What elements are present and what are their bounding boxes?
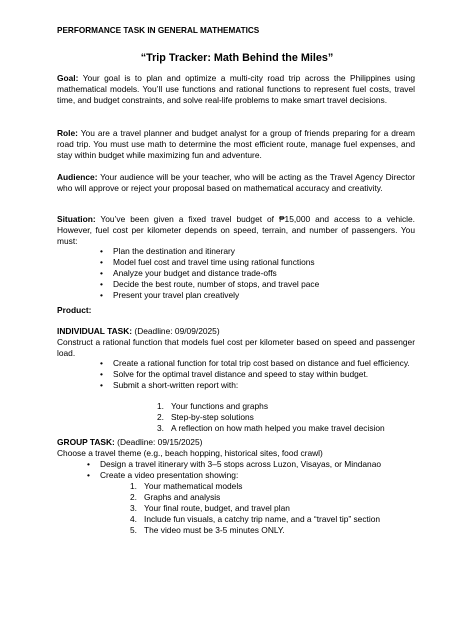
role-label: Role: <box>57 128 78 138</box>
group-task-heading <box>57 437 202 448</box>
goal-paragraph <box>57 73 415 106</box>
role-text: You are a travel planner and budget analyst for a group of friends preparing for a dream road trip. You must use math to determine the most efficient route, manage fuel expenses, and stay within budget while maximizing fun and adventure. <box>57 128 415 160</box>
list-item: • Solve for the optimal travel distance and speed to stay within budget. <box>100 368 369 379</box>
list-item: 3. A reflection on how math helped you make travel decision <box>157 422 385 433</box>
audience-text: Your audience will be your teacher, who will be acting as the Travel Agency Director who will approve or reject your proposal based on mathematical accuracy and creativity. <box>57 172 415 193</box>
list-item: • Submit a short-written report with: <box>100 379 239 390</box>
individual-intro: Construct a rational function that models fuel cost per kilometer based on speed and passenger load. <box>57 337 415 358</box>
list-item: • Create a rational function for total trip cost based on distance and fuel efficiency. <box>100 358 410 368</box>
document-header: PERFORMANCE TASK IN GENERAL MATHEMATICS <box>57 26 260 35</box>
bullet-icon: • <box>100 246 103 256</box>
list-item: 2. Graphs and analysis <box>130 491 221 502</box>
list-item: • Plan the destination and itinerary <box>100 246 235 256</box>
list-item: 2. Step-by-step solutions <box>157 411 254 422</box>
individual-task-heading <box>57 326 220 337</box>
list-item: 3. Your final route, budget, and travel plan <box>130 502 290 513</box>
audience-label: Audience: <box>57 172 98 182</box>
bullet-icon: • <box>100 256 103 267</box>
group-list <box>87 459 420 481</box>
list-item: • Create a video presentation showing: <box>87 469 239 480</box>
bullet-icon: • <box>100 358 103 368</box>
list-item: • Analyze your budget and distance trade-offs <box>100 267 277 278</box>
audience-paragraph <box>57 172 415 194</box>
group-intro: Choose a travel theme (e.g., beach hopping, historical sites, food crawl) <box>57 448 323 458</box>
list-item: • Model fuel cost and travel time using rational functions <box>100 256 315 267</box>
report-list <box>157 401 421 434</box>
list-item: 4. Include fun visuals, a catchy trip name, and a “travel tip” section <box>130 513 381 524</box>
list-item: • Present your travel plan creatively <box>100 289 240 300</box>
bullet-icon: • <box>87 469 90 480</box>
video-list <box>130 481 424 536</box>
situation-text: You’ve been given a fixed travel budget of ₱15,000 and access to a vehicle. However, fuel cost per kilometer depends on speed, terrain, and number of passengers. You must: <box>57 214 415 246</box>
bullet-icon: • <box>100 368 103 379</box>
list-item: • Decide the best route, number of stops, and travel pace <box>100 278 320 289</box>
situation-label: Situation: <box>57 214 96 224</box>
situation-list <box>100 246 413 301</box>
goal-text: Your goal is to plan and optimize a multi-city road trip across the Philippines using mathematical models. You’ll use functions and rational functions to represent fuel costs, travel time, and budget constraints, and solve real-life problems to make smart travel decisions. <box>57 73 415 105</box>
bullet-icon: • <box>100 379 103 390</box>
list-item: • Design a travel itinerary with 3–5 stops across Luzon, Visayas, or Mindanao <box>87 459 382 469</box>
bullet-icon: • <box>100 267 103 278</box>
situation-paragraph <box>57 214 415 247</box>
document-title: “Trip Tracker: Math Behind the Miles” <box>140 52 334 64</box>
role-paragraph <box>57 128 415 161</box>
list-item: 5. The video must be 3-5 minutes ONLY. <box>130 524 285 535</box>
individual-list <box>100 358 415 391</box>
product-label: Product: <box>57 305 92 315</box>
list-item: 1. Your functions and graphs <box>157 401 269 411</box>
bullet-icon: • <box>100 289 103 300</box>
group-task-label: GROUP TASK: <box>57 437 115 447</box>
individual-task-label: INDIVIDUAL TASK: <box>57 326 133 336</box>
bullet-icon: • <box>100 278 103 289</box>
bullet-icon: • <box>87 459 90 469</box>
goal-label: Goal: <box>57 73 79 83</box>
list-item: 1. Your mathematical models <box>130 481 243 491</box>
individual-deadline: (Deadline: 09/09/2025) <box>132 326 220 336</box>
group-deadline: (Deadline: 09/15/2025) <box>114 437 203 447</box>
